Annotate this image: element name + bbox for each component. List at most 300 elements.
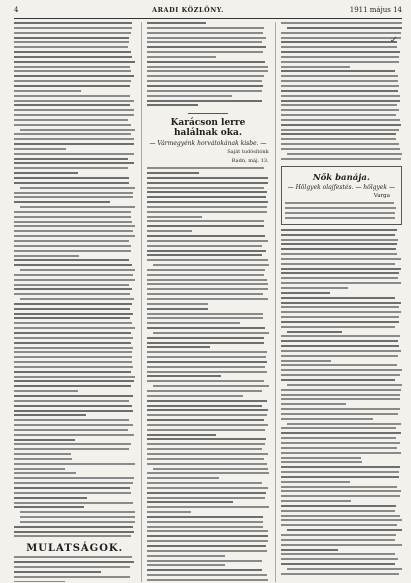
text-line: [281, 302, 401, 304]
text-line: [153, 264, 268, 266]
text-line: [14, 419, 129, 421]
text-line: [281, 143, 399, 145]
text-line: [281, 442, 400, 444]
text-line: [147, 283, 267, 285]
text-line: [14, 380, 134, 382]
poem-box: [281, 166, 402, 224]
text-line: [20, 298, 134, 300]
text-line: [281, 80, 399, 82]
text-line: [281, 490, 401, 492]
text-line: [147, 506, 268, 508]
text-line: [147, 390, 261, 392]
text-line: [281, 437, 397, 439]
text-line: [14, 66, 130, 68]
text-line: [14, 90, 81, 92]
text-line: [281, 258, 401, 260]
text-line: [14, 492, 131, 494]
article-subheadline: — Vármegyénk horvátokának kisbe. —: [149, 140, 267, 148]
text-line: [153, 332, 268, 334]
text-line: [147, 22, 205, 24]
text-line: [147, 327, 265, 329]
text-line: [147, 414, 267, 416]
text-line: [281, 403, 346, 405]
text-line: [14, 162, 134, 164]
text-line: [14, 366, 133, 368]
text-line: [14, 385, 131, 387]
text-line: [281, 32, 401, 34]
text-line: [147, 458, 264, 460]
text-line: [14, 158, 128, 160]
text-line: [281, 229, 398, 231]
text-line: [147, 501, 233, 503]
text-line: [147, 182, 268, 184]
text-line: [147, 424, 268, 426]
page-number: 4: [14, 6, 19, 14]
text-line: [147, 177, 268, 179]
text-line: [281, 311, 401, 313]
text-line: [14, 255, 79, 257]
text-line: [287, 423, 402, 425]
text-line: [14, 424, 133, 426]
text-line: [14, 177, 129, 179]
text-line: [281, 452, 402, 454]
text-line: [281, 524, 397, 526]
article-byline: Saját tudósítónk: [227, 149, 269, 156]
text-line: [14, 143, 134, 145]
text-line: [14, 506, 84, 508]
text-line: [147, 41, 262, 43]
text-line: [147, 201, 268, 203]
text-line: [147, 346, 210, 348]
text-line: [20, 269, 135, 271]
text-line: [147, 317, 263, 319]
text-line: [281, 364, 398, 366]
text-line: [14, 576, 130, 578]
text-line: [281, 158, 402, 160]
text-line: [147, 216, 202, 218]
text-line: [147, 196, 265, 198]
text-line: [14, 400, 129, 402]
text-line: [285, 207, 396, 209]
text-line: [14, 70, 131, 72]
column-2-text-bottom: [147, 167, 268, 582]
text-line: [147, 555, 225, 557]
text-line: [14, 240, 129, 242]
text-line: [147, 540, 267, 542]
text-line: [281, 253, 397, 255]
text-line: [147, 51, 263, 53]
text-line: [14, 245, 131, 247]
text-line: [14, 561, 134, 563]
text-line: [14, 531, 134, 533]
poem-text: [285, 202, 398, 221]
text-line: [147, 56, 215, 58]
text-line: [285, 202, 394, 204]
text-line: [147, 269, 264, 271]
text-line: [14, 75, 134, 77]
text-line: [281, 129, 399, 131]
poem-signature: Varga: [373, 193, 390, 200]
text-line: [14, 85, 130, 87]
text-line: [147, 100, 261, 102]
text-line: [14, 61, 135, 63]
text-line: [281, 553, 396, 555]
text-line: [147, 535, 268, 537]
text-line: [14, 284, 129, 286]
text-line: [281, 56, 399, 58]
text-line: [14, 279, 135, 281]
text-line: [14, 124, 131, 126]
text-line: [14, 153, 134, 155]
text-line: [287, 384, 402, 386]
text-line: [147, 375, 221, 377]
text-line: [147, 37, 266, 39]
text-line: [147, 211, 267, 213]
text-line: [20, 206, 135, 208]
text-line: [14, 303, 132, 305]
text-line: [14, 288, 132, 290]
text-line: [14, 95, 130, 97]
text-line: [14, 487, 130, 489]
text-line: [14, 313, 133, 315]
text-line: [14, 230, 133, 232]
text-line: [14, 482, 133, 484]
text-line: [147, 453, 267, 455]
text-line: [147, 187, 264, 189]
text-line: [147, 342, 264, 344]
text-line: [147, 351, 267, 353]
text-line: [281, 350, 401, 352]
column-3-text-top: [281, 22, 402, 162]
text-line: [14, 453, 71, 455]
text-line: [281, 457, 361, 459]
text-line: [287, 331, 343, 333]
text-line: [153, 385, 268, 387]
text-line: [281, 394, 400, 396]
text-line: [14, 100, 134, 102]
text-line: [14, 502, 133, 504]
text-line: [281, 51, 401, 53]
text-line: [14, 468, 65, 470]
text-line: [14, 196, 133, 198]
text-line: [147, 405, 262, 407]
text-line: [147, 46, 265, 48]
text-line: [147, 322, 240, 324]
text-line: [14, 172, 78, 174]
text-line: [14, 104, 130, 106]
text-line: [281, 133, 397, 135]
text-line: [281, 427, 397, 429]
text-line: [147, 167, 263, 169]
text-line: [14, 581, 65, 583]
text-line: [147, 564, 225, 566]
column-1: [14, 22, 135, 582]
page-header: [14, 6, 402, 17]
text-line: [14, 216, 131, 218]
text-line: [147, 104, 198, 106]
text-line: [147, 438, 266, 440]
text-line: [147, 274, 263, 276]
text-line: [14, 337, 133, 339]
text-line: [281, 268, 402, 270]
text-line: [147, 366, 265, 368]
text-line: [147, 337, 264, 339]
text-line: [147, 240, 267, 242]
text-line: [147, 172, 199, 174]
text-line: [281, 282, 402, 284]
section-title-mulatsagok: MULATSÁGOK.: [26, 543, 124, 555]
text-line: [147, 400, 266, 402]
text-line: [14, 148, 66, 150]
text-line: [14, 264, 132, 266]
column-2: [141, 22, 268, 582]
text-line: [147, 395, 243, 397]
text-line: [147, 279, 267, 281]
text-line: [14, 192, 133, 194]
text-line: [14, 114, 134, 116]
text-line: [20, 516, 135, 518]
text-line: [147, 90, 261, 92]
paper-title: ARADI KÖZLÖNY.: [152, 6, 224, 14]
text-line: [281, 481, 351, 483]
text-line: [14, 221, 132, 223]
text-line: [147, 303, 207, 305]
text-line: [147, 574, 266, 576]
text-line: [281, 374, 400, 376]
text-line: [281, 306, 399, 308]
text-line: [14, 308, 130, 310]
text-line: [147, 380, 263, 382]
text-line: [281, 505, 396, 507]
text-line: [147, 85, 262, 87]
text-line: [281, 432, 402, 434]
text-line: [147, 75, 264, 77]
text-line: [281, 418, 374, 420]
text-line: [281, 95, 400, 97]
text-line: [14, 46, 128, 48]
text-line: [14, 458, 72, 460]
text-line: [281, 326, 396, 328]
text-line: [281, 243, 397, 245]
text-line: [281, 277, 399, 279]
text-line: [20, 511, 135, 513]
text-line: [281, 355, 398, 357]
text-line: [14, 167, 128, 169]
text-line: [147, 259, 268, 261]
text-line: [14, 342, 131, 344]
separator: [188, 113, 228, 114]
text-line: [14, 376, 135, 378]
text-line: [281, 340, 398, 342]
text-line: [147, 361, 267, 363]
text-line: [281, 398, 401, 400]
text-line: [147, 545, 266, 547]
text-line: [14, 22, 132, 24]
text-line: [281, 46, 397, 48]
columns: [14, 22, 402, 582]
text-line: [14, 201, 110, 203]
column-2-text-top: [147, 22, 268, 109]
text-line: [281, 369, 402, 371]
text-line: [147, 371, 267, 373]
text-line: [147, 487, 267, 489]
text-line: [20, 521, 135, 523]
text-line: [147, 245, 261, 247]
text-line: [147, 313, 263, 315]
text-line: [14, 37, 129, 39]
text-line: [281, 519, 402, 521]
text-line: [281, 292, 330, 294]
text-line: [281, 263, 395, 265]
text-line: [287, 568, 402, 570]
text-line: [14, 535, 131, 537]
text-line: [281, 408, 401, 410]
text-line: [147, 530, 268, 532]
text-line: [281, 316, 399, 318]
text-line: [14, 429, 128, 431]
text-line: [147, 526, 263, 528]
poem-title: Nők banája.: [312, 173, 370, 184]
text-line: [281, 544, 402, 546]
text-line: [287, 529, 402, 531]
text-line: [281, 37, 401, 39]
text-line: [281, 61, 399, 63]
text-line: [14, 477, 134, 479]
text-line: [281, 345, 399, 347]
text-line: [147, 80, 262, 82]
column-3-text-bottom: [281, 229, 402, 578]
column-1-text-bottom: [14, 556, 135, 582]
text-line: [14, 371, 131, 373]
text-line: [14, 27, 132, 29]
text-line: [281, 90, 398, 92]
text-line: [14, 361, 132, 363]
text-line: [147, 61, 264, 63]
text-line: [281, 389, 401, 391]
text-line: [281, 287, 348, 289]
text-line: [14, 448, 129, 450]
text-line: [281, 461, 362, 463]
text-line: [14, 556, 132, 558]
text-line: [281, 138, 397, 140]
text-line: [285, 217, 396, 219]
text-line: [14, 571, 101, 573]
text-line: [147, 448, 261, 450]
text-line: [147, 521, 262, 523]
text-line: [14, 322, 132, 324]
text-line: [147, 308, 208, 310]
text-line: [281, 41, 397, 43]
text-line: [14, 472, 76, 474]
text-line: [147, 472, 268, 474]
text-line: [147, 492, 266, 494]
text-line: [147, 434, 216, 436]
text-line: [14, 410, 133, 412]
text-line: [147, 27, 264, 29]
text-line: [281, 471, 399, 473]
text-line: [14, 566, 130, 568]
text-line: [14, 109, 134, 111]
text-line: [147, 463, 267, 465]
article-headline: Karácson lerre halálnak oka.: [170, 118, 246, 139]
text-line: [14, 395, 133, 397]
column-3: [275, 22, 402, 582]
text-line: [281, 573, 399, 575]
text-line: [14, 133, 131, 135]
text-line: [281, 119, 400, 121]
text-line: [147, 66, 268, 68]
text-line: [281, 534, 396, 536]
text-line: [14, 235, 135, 237]
text-line: [147, 356, 266, 358]
text-line: [14, 356, 132, 358]
text-line: [281, 486, 397, 488]
text-line: [14, 51, 131, 53]
text-line: [14, 347, 133, 349]
text-line: [14, 182, 129, 184]
pencil-mark-icon: ✓: [389, 35, 398, 46]
text-line: [281, 335, 401, 337]
text-line: [14, 274, 133, 276]
text-line: [14, 56, 132, 58]
text-line: [14, 317, 130, 319]
text-line: [147, 497, 265, 499]
text-line: [281, 148, 400, 150]
text-line: [147, 429, 264, 431]
text-line: [281, 360, 331, 362]
text-line: [147, 550, 267, 552]
text-line: [153, 468, 268, 470]
text-line: [281, 109, 399, 111]
text-line: [147, 288, 267, 290]
text-line: [14, 405, 132, 407]
text-line: [14, 293, 130, 295]
text-line: [281, 100, 400, 102]
text-line: [287, 27, 402, 29]
text-line: [14, 138, 134, 140]
text-line: [147, 32, 262, 34]
text-line: [147, 235, 265, 237]
text-line: [14, 41, 129, 43]
column-1-text-top: [14, 22, 135, 540]
text-line: [281, 321, 399, 323]
text-line: [20, 187, 135, 189]
text-line: [147, 220, 264, 222]
text-line: [14, 119, 128, 121]
text-line: [14, 497, 87, 499]
text-line: [147, 511, 191, 513]
text-line: [14, 332, 131, 334]
poem-subtitle: — Hölgyek olajfestés. — hölgyek —: [287, 184, 395, 192]
text-line: [147, 419, 264, 421]
text-line: [147, 191, 267, 193]
text-line: [14, 390, 78, 392]
text-line: [281, 558, 398, 560]
text-line: [20, 129, 135, 131]
text-line: [14, 526, 133, 528]
text-line: [281, 466, 400, 468]
text-line: [147, 516, 262, 518]
text-line: [287, 153, 402, 155]
header-rule: [14, 18, 402, 19]
text-line: [285, 212, 395, 214]
text-line: [281, 272, 400, 274]
text-line: [14, 443, 131, 445]
text-line: [14, 250, 131, 252]
text-line: [147, 409, 267, 411]
text-line: [281, 66, 350, 68]
text-line: [14, 327, 135, 329]
